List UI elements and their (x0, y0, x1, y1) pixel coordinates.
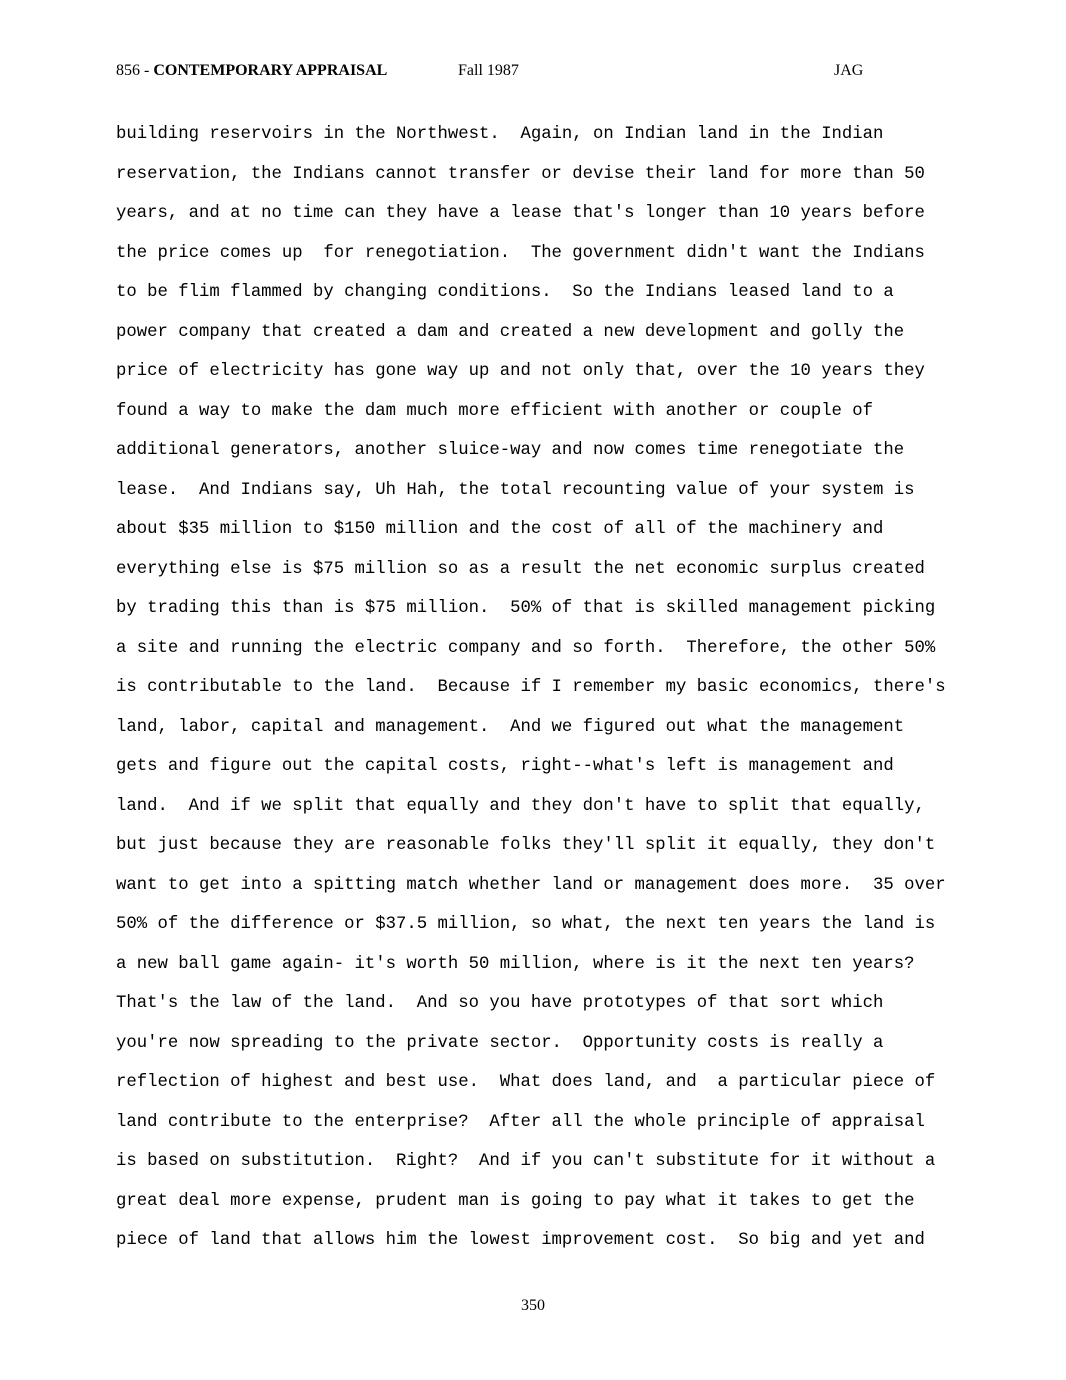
text-line: That's the law of the land. And so you have prototypes of that sort which (116, 994, 884, 1013)
text-line: land, labor, capital and management. And we figured out what the management (116, 717, 905, 737)
text-line: price of electricity has gone way up and not only that, over the 10 years they (116, 362, 925, 381)
text-line: land contribute to the enterprise? After all the whole principle of appraisal (116, 1112, 925, 1132)
course-heading (116, 62, 387, 80)
text-line: a site and running the electric company and so forth. Therefore, the other 50% (116, 638, 936, 658)
text-line: power company that created a dam and created a new development and golly the (116, 322, 905, 342)
page-number: 350 (521, 1297, 545, 1314)
page-header (116, 62, 876, 84)
text-line: great deal more expense, prudent man is going to pay what it takes to get the (116, 1191, 915, 1211)
text-line: 50% of the difference or $37.5 million, so what, the next ten years the land is (116, 915, 936, 934)
text-line: building reservoirs in the Northwest. Again, on Indian land in the Indian (116, 125, 884, 144)
course-number: 856 - (116, 62, 154, 79)
author-initials: JAG (834, 62, 864, 79)
text-line: is based on substitution. Right? And if you can't substitute for it without a (116, 1152, 936, 1171)
text-line: is contributable to the land. Because if I remember my basic economics, there's (116, 678, 946, 697)
text-line: a new ball game again- it's worth 50 million, where is it the next ten years? (116, 954, 915, 974)
text-line: lease. And Indians say, Uh Hah, the total recounting value of your system is (116, 480, 915, 500)
text-line: want to get into a spitting match whether land or management does more. 35 over (116, 875, 946, 895)
text-line: to be flim flammed by changing conditions. So the Indians leased land to a (116, 283, 894, 302)
text-line: but just because they are reasonable folks they'll split it equally, they don't (116, 836, 936, 855)
text-line: years, and at no time can they have a lease that's longer than 10 years before (116, 204, 925, 223)
text-line: you're now spreading to the private sector. Opportunity costs is really a (116, 1033, 884, 1053)
text-line: about $35 million to $150 million and the cost of all of the machinery and (116, 520, 884, 539)
text-line: land. And if we split that equally and they don't have to split that equally, (116, 796, 925, 816)
text-line: found a way to make the dam much more efficient with another or couple of (116, 401, 874, 421)
text-line: piece of land that allows him the lowest improvement cost. So big and yet and (116, 1231, 925, 1250)
text-line: additional generators, another sluice-way and now comes time renegotiate the (116, 441, 905, 460)
text-line: everything else is $75 million so as a result the net economic surplus created (116, 559, 925, 579)
course-title: CONTEMPORARY APPRAISAL (153, 62, 388, 79)
transcript-body (116, 122, 976, 1268)
text-line: reflection of highest and best use. What does land, and a particular piece of (116, 1073, 936, 1092)
text-line: reservation, the Indians cannot transfer or devise their land for more than 50 (116, 164, 925, 184)
term-label: Fall 1987 (458, 62, 519, 79)
text-line: the price comes up for renegotiation. The government didn't want the Indians (116, 243, 925, 263)
text-line: by trading this than is $75 million. 50% of that is skilled management picking (116, 599, 936, 618)
text-line: gets and figure out the capital costs, right--what's left is management and (116, 757, 894, 776)
